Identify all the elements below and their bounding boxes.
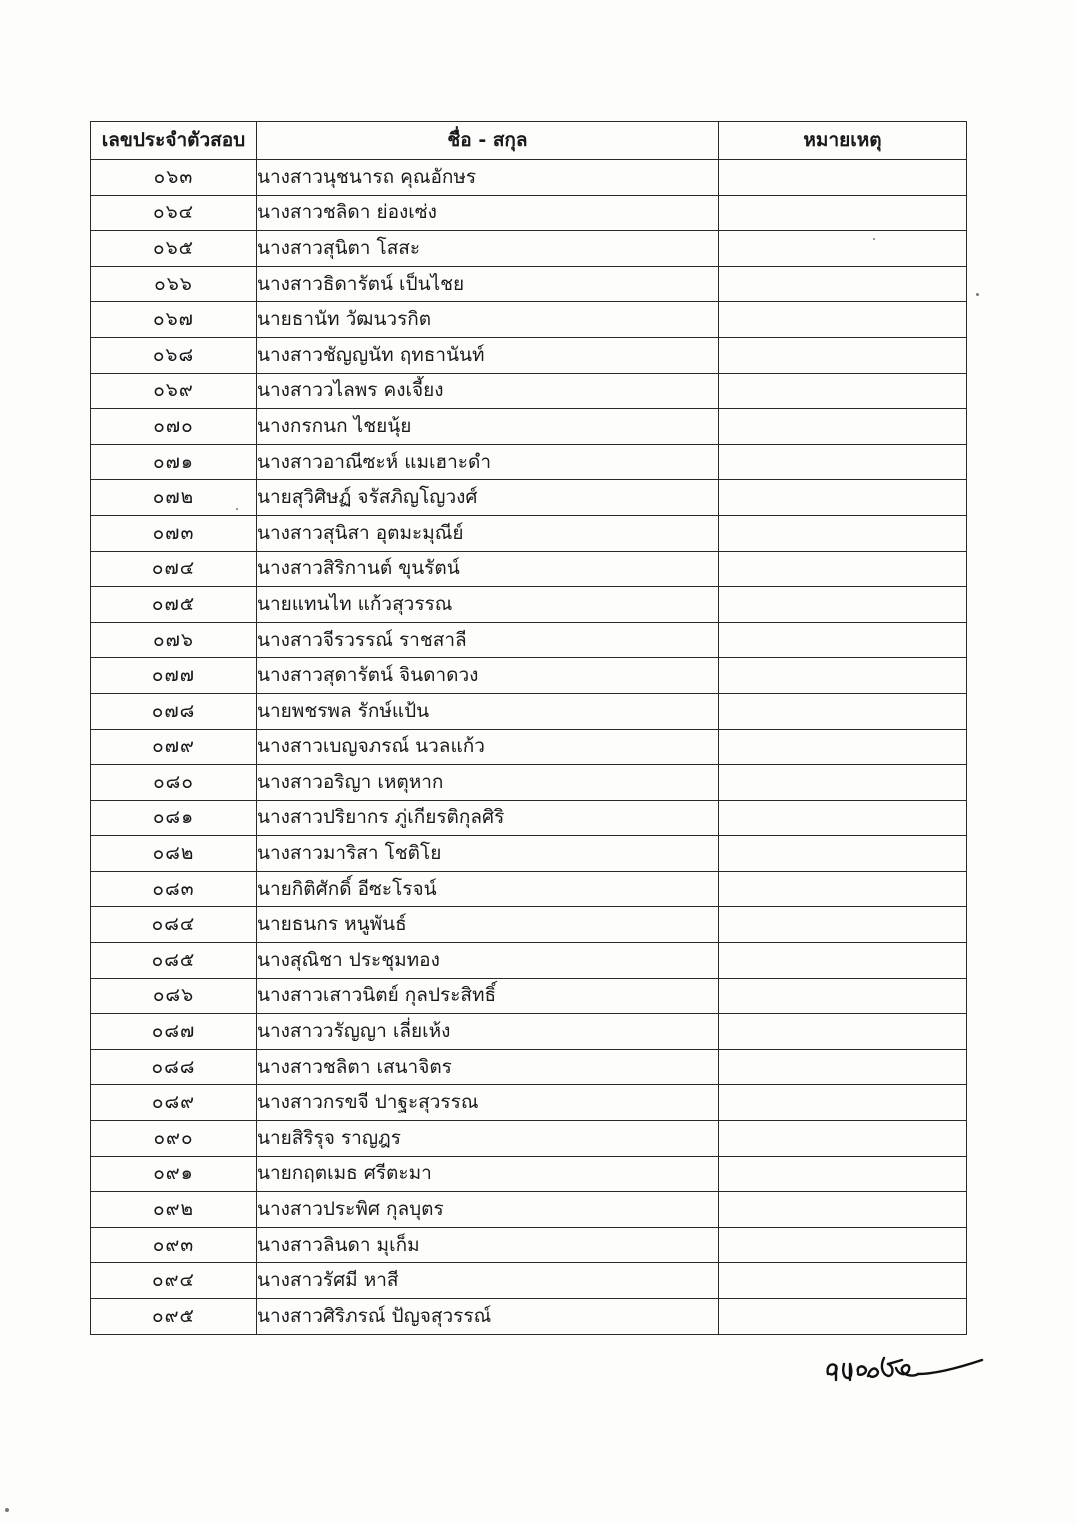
header-full-name: ชื่อ - สกุล bbox=[257, 122, 719, 160]
remarks-cell bbox=[719, 160, 967, 196]
scan-speck bbox=[873, 238, 875, 240]
remarks-cell bbox=[719, 622, 967, 658]
exam-id-cell: ๐๖๖ bbox=[91, 266, 257, 302]
full-name-cell: นางสาวชัญญนัท ฤทธานันท์ bbox=[257, 337, 719, 373]
exam-id-cell: ๐๗๔ bbox=[91, 551, 257, 587]
candidate-roster-table bbox=[90, 121, 967, 1335]
full-name-cell: นายธนกร หนูพันธ์ bbox=[257, 907, 719, 943]
exam-id-cell: ๐๖๔ bbox=[91, 195, 257, 231]
full-name-cell: นายสิริรุจ ราญฎร bbox=[257, 1121, 719, 1157]
remarks-cell bbox=[719, 409, 967, 445]
table-row bbox=[91, 1299, 967, 1335]
remarks-cell bbox=[719, 871, 967, 907]
exam-id-cell: ๐๖๙ bbox=[91, 373, 257, 409]
remarks-cell bbox=[719, 1156, 967, 1192]
table-row bbox=[91, 658, 967, 694]
exam-id-cell: ๐๘๗ bbox=[91, 1014, 257, 1050]
remarks-cell bbox=[719, 1121, 967, 1157]
exam-id-cell: ๐๘๓ bbox=[91, 871, 257, 907]
remarks-cell bbox=[719, 266, 967, 302]
remarks-cell bbox=[719, 1227, 967, 1263]
table-row bbox=[91, 302, 967, 338]
full-name-cell: นางสาวอริญา เหตุหาก bbox=[257, 765, 719, 801]
remarks-cell bbox=[719, 1085, 967, 1121]
remarks-cell bbox=[719, 373, 967, 409]
full-name-cell: นางสาวเบญจภรณ์ นวลแก้ว bbox=[257, 729, 719, 765]
full-name-cell: นายกิติศักดิ์ อีซะโรจน์ bbox=[257, 871, 719, 907]
full-name-cell: นางสาวนุชนารถ คุณอักษร bbox=[257, 160, 719, 196]
full-name-cell: นายกฤตเมธ ศรีตะมา bbox=[257, 1156, 719, 1192]
remarks-cell bbox=[719, 337, 967, 373]
full-name-cell: นายสุวิศิษฏ์ จรัสภิญโญวงศ์ bbox=[257, 480, 719, 516]
exam-id-cell: ๐๘๑ bbox=[91, 800, 257, 836]
table-row bbox=[91, 337, 967, 373]
remarks-cell bbox=[719, 302, 967, 338]
exam-id-cell: ๐๘๙ bbox=[91, 1085, 257, 1121]
full-name-cell: นางสาววไลพร คงเจี้ยง bbox=[257, 373, 719, 409]
remarks-cell bbox=[719, 943, 967, 979]
exam-id-cell: ๐๗๕ bbox=[91, 587, 257, 623]
full-name-cell: นางกรกนก ไชยนุ้ย bbox=[257, 409, 719, 445]
table-row bbox=[91, 551, 967, 587]
remarks-cell bbox=[719, 658, 967, 694]
table-row bbox=[91, 373, 967, 409]
scan-speck bbox=[236, 508, 238, 510]
table-row bbox=[91, 266, 967, 302]
exam-id-cell: ๐๙๐ bbox=[91, 1121, 257, 1157]
table-row bbox=[91, 1121, 967, 1157]
full-name-cell: นางสาวสุนิตา โสสะ bbox=[257, 231, 719, 267]
exam-id-cell: ๐๖๕ bbox=[91, 231, 257, 267]
table-body bbox=[91, 160, 967, 1335]
remarks-cell bbox=[719, 1049, 967, 1085]
exam-id-cell: ๐๘๔ bbox=[91, 907, 257, 943]
header-remarks: หมายเหตุ bbox=[719, 122, 967, 160]
remarks-cell bbox=[719, 195, 967, 231]
table-row bbox=[91, 1014, 967, 1050]
full-name-cell: นางสาวชลิตา เสนาจิตร bbox=[257, 1049, 719, 1085]
table-row bbox=[91, 800, 967, 836]
remarks-cell bbox=[719, 836, 967, 872]
remarks-cell bbox=[719, 444, 967, 480]
full-name-cell: นางสาวประพิศ กุลบุตร bbox=[257, 1192, 719, 1228]
table-row bbox=[91, 765, 967, 801]
full-name-cell: นางสาวศิริภรณ์ ปัญจสุวรรณ์ bbox=[257, 1299, 719, 1335]
table-row bbox=[91, 836, 967, 872]
exam-id-cell: ๐๙๕ bbox=[91, 1299, 257, 1335]
remarks-cell bbox=[719, 765, 967, 801]
table-row bbox=[91, 480, 967, 516]
exam-id-cell: ๐๖๗ bbox=[91, 302, 257, 338]
table-row bbox=[91, 409, 967, 445]
exam-id-cell: ๐๘๖ bbox=[91, 978, 257, 1014]
table-row bbox=[91, 1263, 967, 1299]
remarks-cell bbox=[719, 231, 967, 267]
table-header-row bbox=[91, 122, 967, 160]
table-row bbox=[91, 587, 967, 623]
full-name-cell: นายธานัท วัฒนวรกิต bbox=[257, 302, 719, 338]
remarks-cell bbox=[719, 515, 967, 551]
scan-speck bbox=[5, 1508, 9, 1512]
table-row bbox=[91, 693, 967, 729]
table-row bbox=[91, 1156, 967, 1192]
table-row bbox=[91, 1049, 967, 1085]
full-name-cell: นางสาวธิดารัตน์ เป็นไชย bbox=[257, 266, 719, 302]
table-row bbox=[91, 195, 967, 231]
exam-id-cell: ๐๙๑ bbox=[91, 1156, 257, 1192]
table-row bbox=[91, 160, 967, 196]
full-name-cell: นางสาวชลิดา ย่องเซ่ง bbox=[257, 195, 719, 231]
exam-id-cell: ๐๗๑ bbox=[91, 444, 257, 480]
exam-id-cell: ๐๗๙ bbox=[91, 729, 257, 765]
exam-id-cell: ๐๗๘ bbox=[91, 693, 257, 729]
exam-id-cell: ๐๘๘ bbox=[91, 1049, 257, 1085]
remarks-cell bbox=[719, 551, 967, 587]
table-row bbox=[91, 622, 967, 658]
full-name-cell: นางสาวปริยากร ภู่เกียรติกุลศิริ bbox=[257, 800, 719, 836]
full-name-cell: นางสาวสุนิสา อุตมะมุณีย์ bbox=[257, 515, 719, 551]
table-row bbox=[91, 978, 967, 1014]
full-name-cell: นางสาวลินดา มุเก็ม bbox=[257, 1227, 719, 1263]
exam-id-cell: ๐๗๐ bbox=[91, 409, 257, 445]
exam-id-cell: ๐๗๗ bbox=[91, 658, 257, 694]
remarks-cell bbox=[719, 1263, 967, 1299]
remarks-cell bbox=[719, 907, 967, 943]
exam-id-cell: ๐๙๒ bbox=[91, 1192, 257, 1228]
exam-id-cell: ๐๙๓ bbox=[91, 1227, 257, 1263]
table-row bbox=[91, 515, 967, 551]
remarks-cell bbox=[719, 587, 967, 623]
full-name-cell: นางสาวกรขจี ปาฐะสุวรรณ bbox=[257, 1085, 719, 1121]
table-row bbox=[91, 729, 967, 765]
exam-id-cell: ๐๘๒ bbox=[91, 836, 257, 872]
table-row bbox=[91, 1192, 967, 1228]
exam-id-cell: ๐๗๖ bbox=[91, 622, 257, 658]
full-name-cell: นางสาวอาณีซะห์ แมเฮาะดำ bbox=[257, 444, 719, 480]
remarks-cell bbox=[719, 1014, 967, 1050]
table-row bbox=[91, 231, 967, 267]
remarks-cell bbox=[719, 729, 967, 765]
full-name-cell: นางสาวสิริกานต์ ขุนรัตน์ bbox=[257, 551, 719, 587]
full-name-cell: นายแทนไท แก้วสุวรรณ bbox=[257, 587, 719, 623]
full-name-cell: นายพชรพล รักษ์แป้น bbox=[257, 693, 719, 729]
exam-id-cell: ๐๘๐ bbox=[91, 765, 257, 801]
exam-id-cell: ๐๗๒ bbox=[91, 480, 257, 516]
table-row bbox=[91, 943, 967, 979]
remarks-cell bbox=[719, 480, 967, 516]
table-row bbox=[91, 1085, 967, 1121]
full-name-cell: นางสาวมาริสา โชติโย bbox=[257, 836, 719, 872]
handwritten-signature bbox=[822, 1344, 992, 1392]
exam-id-cell: ๐๖๓ bbox=[91, 160, 257, 196]
remarks-cell bbox=[719, 1192, 967, 1228]
exam-id-cell: ๐๗๓ bbox=[91, 515, 257, 551]
header-exam-id: เลขประจำตัวสอบ bbox=[91, 122, 257, 160]
table-row bbox=[91, 871, 967, 907]
exam-id-cell: ๐๖๘ bbox=[91, 337, 257, 373]
exam-id-cell: ๐๙๔ bbox=[91, 1263, 257, 1299]
full-name-cell: นางสาวรัศมี หาสี bbox=[257, 1263, 719, 1299]
full-name-cell: นางสาวสุดารัตน์ จินดาดวง bbox=[257, 658, 719, 694]
table-row bbox=[91, 444, 967, 480]
exam-id-cell: ๐๘๕ bbox=[91, 943, 257, 979]
scan-speck bbox=[976, 293, 979, 296]
full-name-cell: นางสาวจีรวรรณ์ ราชสาลี bbox=[257, 622, 719, 658]
remarks-cell bbox=[719, 693, 967, 729]
full-name-cell: นางสุณิชา ประชุมทอง bbox=[257, 943, 719, 979]
full-name-cell: นางสาววรัญญา เลี่ยเห้ง bbox=[257, 1014, 719, 1050]
table-row bbox=[91, 907, 967, 943]
remarks-cell bbox=[719, 800, 967, 836]
remarks-cell bbox=[719, 1299, 967, 1335]
remarks-cell bbox=[719, 978, 967, 1014]
table-row bbox=[91, 1227, 967, 1263]
full-name-cell: นางสาวเสาวนิตย์ กุลประสิทธิ์ bbox=[257, 978, 719, 1014]
